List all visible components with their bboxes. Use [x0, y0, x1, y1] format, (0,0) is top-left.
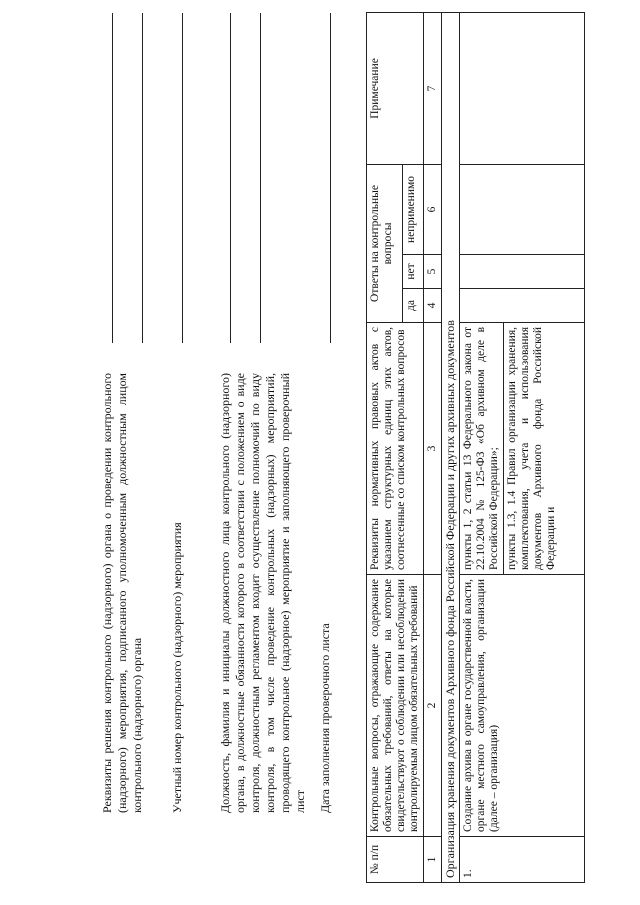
field-date-label: Дата заполнения проверочного листа — [318, 623, 332, 813]
col-num: 4 — [424, 289, 442, 323]
field-decision-details — [100, 13, 170, 813]
field-line — [142, 13, 143, 343]
field-decision-label: Реквизиты решения контрольного (надзорного) органа о проведении контрольного (надзорного) мероприятия, подписанного уполномоченным должностным лицом контрольного (надзорного) органа — [100, 373, 144, 813]
col-na-header: неприменимо — [403, 164, 424, 254]
section-row — [442, 12, 460, 882]
row-note-cell[interactable] — [460, 12, 585, 164]
col-num: 3 — [424, 323, 442, 575]
col-num: 2 — [424, 575, 442, 837]
field-line — [260, 13, 261, 343]
field-registration-number — [170, 13, 218, 813]
col-requisites-header: Реквизиты нормативных правовых актов с указанием структурных единиц этих актов, соотнесенные со списком контрольных вопросов — [367, 323, 424, 575]
col-answers-header: Ответы на контрольные вопросы — [367, 164, 403, 322]
field-official — [218, 13, 318, 813]
row-question: Создание архива в органе государственной власти, органе местного самоуправления, организации (далее – организация) — [460, 575, 585, 837]
field-line — [112, 13, 113, 343]
row-requisites — [460, 323, 585, 575]
header-row — [367, 12, 403, 882]
row-number: 1. — [460, 837, 585, 883]
col-num: 7 — [424, 12, 442, 164]
col-num: 5 — [424, 255, 442, 289]
row-no-cell[interactable] — [460, 255, 585, 289]
field-registration-label: Учетный номер контрольного (надзорного) мероприятия — [170, 522, 184, 813]
row-requisite-1: пункты 1, 2 статьи 13 Федерального закона от 22.10.2004 № 125-ФЗ «Об архивном деле в Российской Федерации»; — [462, 327, 500, 570]
row-yes-cell[interactable] — [460, 289, 585, 323]
col-no-header: нет — [403, 255, 424, 289]
col-note-header: Примечание — [367, 12, 424, 164]
field-date — [318, 13, 358, 813]
col-num: 6 — [424, 164, 442, 254]
row-requisite-2: пункты 1.3, 1.4 Правил организации хранения, комплектования, учета и использования документов Архивного фонда Российской Федерации и — [503, 323, 558, 574]
col-questions-header: Контрольные вопросы, отражающие содержание обязательных требований, ответы на которые свидетельствуют о соблюдении или несоблюдении контролируемым лицом обязательных требований — [367, 575, 424, 837]
col-number-header: № п/п — [367, 837, 424, 883]
col-num: 1 — [424, 837, 442, 883]
column-numbers-row — [424, 12, 442, 882]
field-line — [182, 13, 183, 343]
col-yes-header: да — [403, 289, 424, 323]
field-line — [230, 13, 231, 343]
field-line — [330, 13, 331, 343]
field-official-label: Должность, фамилия и инициалы должностного лица контрольного (надзорного) органа, в должностные обязанности которого в соответствии с положением о виде контроля, должностным регламентом входит осуществление полномочий по виду контроля, в том числе проведение контрольных (надзорных) мероприятий, проводящего контрольное (надзорное) мероприятие и заполняющего проверочный лист — [218, 373, 307, 813]
row-na-cell[interactable] — [460, 164, 585, 254]
section-title: Организация хранения документов Архивного фонда Российской Федерации и других архивных документов — [442, 12, 460, 882]
table-row — [460, 12, 585, 882]
checklist-table — [366, 12, 585, 883]
header-fields — [100, 13, 358, 813]
